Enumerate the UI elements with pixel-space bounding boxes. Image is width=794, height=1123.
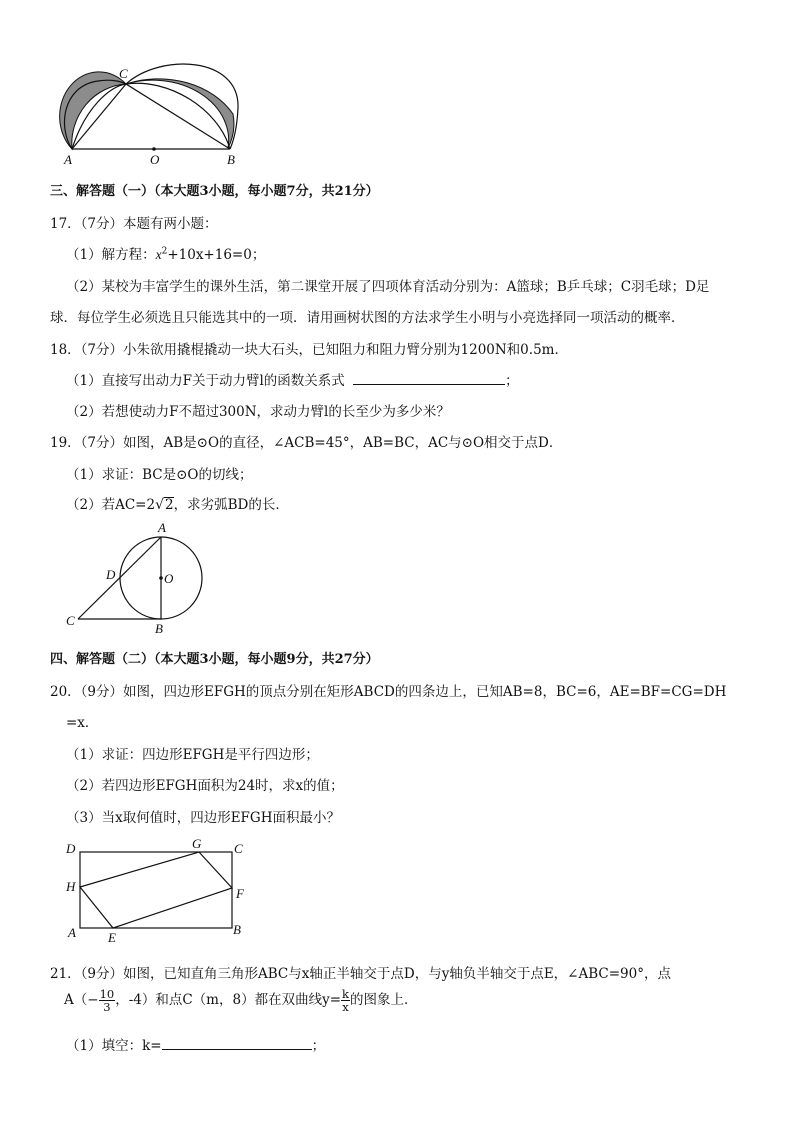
label-o: O bbox=[164, 571, 174, 586]
center-point-o bbox=[152, 147, 156, 151]
q20-figure bbox=[58, 836, 258, 946]
shaded-region-ac bbox=[60, 72, 126, 149]
q19-part1: （1）求证：BC是⊙O的切线； bbox=[66, 467, 253, 483]
q17-part2-line2: 球．每位学生必须选且只能选其中的一项．请用画树状图的方法求学生小明与小亮选择同一项活动的概率． bbox=[50, 310, 685, 326]
label-h: H bbox=[66, 879, 76, 894]
q16-figure bbox=[50, 48, 255, 170]
label-e: E bbox=[108, 930, 116, 945]
answer-blank-21[interactable] bbox=[162, 1037, 312, 1050]
q20-part1: （1）求证：四边形EFGH是平行四边形； bbox=[66, 747, 319, 763]
label-d: D bbox=[106, 567, 116, 582]
label-b: B bbox=[155, 621, 163, 636]
label-b: B bbox=[227, 152, 235, 167]
q17-head: 17．（7分）本题有两小题： bbox=[50, 216, 218, 232]
q21-part1: （1）填空：k= ； bbox=[66, 1038, 326, 1054]
q17-part1: （1）解方程：$x^2+10x+16=0$； bbox=[66, 246, 266, 263]
parallelogram-efgh bbox=[80, 852, 232, 928]
q18-head: 18．（7分）小朱欲用撬棍撬动一块大石头，已知阻力和阻力臂分别为1200N和0.5m． bbox=[50, 342, 568, 358]
q20-part2: （2）若四边形EFGH面积为24时，求x的值； bbox=[66, 778, 344, 794]
section4-title: 四、解答题（二）（本大题3小题，每小题9分，共27分） bbox=[50, 652, 379, 667]
q19-head: 19．（7分）如图，AB是⊙O的直径，∠ACB=45°，AB=BC，AC与⊙O相交于点D． bbox=[50, 435, 563, 451]
label-f: F bbox=[236, 886, 244, 901]
q20-part3: （3）当x取何值时，四边形EFGH面积最小？ bbox=[66, 810, 340, 826]
label-a: A bbox=[158, 520, 166, 535]
q21-head: 21．（9分）如图，已知直角三角形ABC与x轴正半轴交于点D，与y轴负半轴交于点E，∠ABC=90°，点 bbox=[50, 966, 671, 982]
q20-head: 20．（9分）如图，四边形EFGH的顶点分别在矩形ABCD的四条边上，已知AB=8，BC=6，AE=BF=CG=DH bbox=[50, 684, 727, 700]
q20-head-cont: =x． bbox=[66, 715, 99, 731]
label-g: G bbox=[192, 836, 202, 851]
label-d: D bbox=[66, 841, 76, 856]
fraction-k-x: $\frac{k}{x}$ bbox=[342, 987, 349, 1015]
label-o: O bbox=[150, 152, 160, 167]
q21-line2: A（− $\frac{10}{3}$ ，-4）和点C（m，8）都在双曲线y= $\frac{k}{x}$ 的图象上． bbox=[64, 987, 418, 1015]
label-c: C bbox=[119, 66, 128, 81]
fraction-10-3: $\frac{10}{3}$ bbox=[99, 987, 115, 1015]
q18-part2: （2）若想使动力F不超过300N，求动力臂l的长至少为多少米？ bbox=[66, 404, 450, 420]
answer-blank-18[interactable] bbox=[353, 372, 505, 385]
label-a: A bbox=[64, 152, 72, 167]
label-c: C bbox=[66, 613, 75, 628]
q19-part2: （2）若AC=2√2，求劣弧BD的长． bbox=[66, 497, 289, 513]
label-c: C bbox=[234, 841, 243, 856]
q19-figure bbox=[60, 518, 220, 638]
label-a: A bbox=[68, 925, 76, 940]
shaded-region-cb bbox=[126, 79, 234, 148]
label-b: B bbox=[233, 922, 241, 937]
section3-title: 三、解答题（一）（本大题3小题，每小题7分，共21分） bbox=[50, 184, 379, 199]
q17-part2-line1: （2）某校为丰富学生的课外生活，第二课堂开展了四项体育活动分别为：A篮球；B乒乓球；C羽毛球；D足 bbox=[66, 279, 710, 295]
q18-part1: （1）直接写出动力F关于动力臂l的函数关系式 ； bbox=[66, 373, 519, 389]
